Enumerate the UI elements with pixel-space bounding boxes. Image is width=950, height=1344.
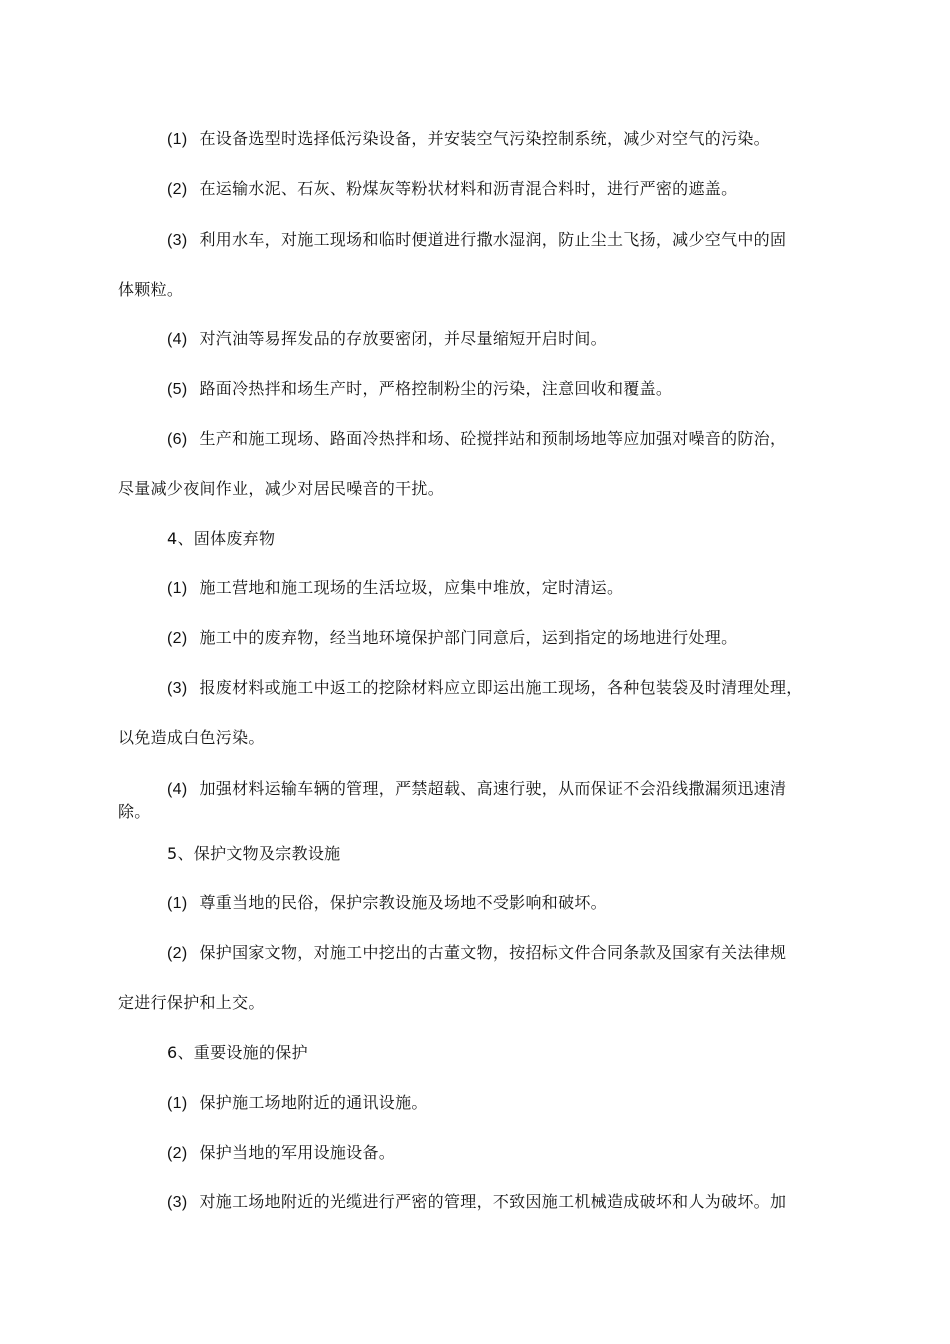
item-text: 保护国家文物，对施工中挖出的古董文物，按招标文件合同条款及国家有关法律规 [199, 943, 787, 962]
item-relics-2 [167, 943, 786, 964]
item-text: 加强材料运输车辆的管理，严禁超载、高速行驶，从而保证不会沿线撒漏须迅速清 [199, 779, 787, 798]
item-text: 定进行保护和上交。 [118, 993, 265, 1012]
item-text: 尊重当地的民俗，保护宗教设施及场地不受影响和破坏。 [199, 893, 607, 912]
item-number: (1) [167, 1095, 188, 1112]
item-waste-1 [167, 578, 623, 599]
item-text: 以免造成白色污染。 [118, 728, 265, 747]
item-waste-3 [167, 678, 803, 699]
item-text: 除。 [118, 802, 151, 821]
item-text: 在设备选型时选择低污染设备，并安装空气污染控制系统，减少对空气的污染。 [199, 129, 770, 148]
item-number: (2) [167, 630, 188, 647]
item-waste-4-continued [118, 802, 151, 822]
item-text: 利用水车，对施工现场和临时便道进行撒水湿润，防止尘土飞扬，减少空气中的固 [199, 230, 787, 249]
item-relics-2-continued [118, 993, 265, 1013]
item-number: (3) [167, 232, 188, 249]
item-text: 体颗粒。 [118, 280, 184, 299]
item-text: 尽量减少夜间作业，减少对居民噪音的干扰。 [118, 479, 445, 498]
section-heading-text: 4、固体废弃物 [167, 529, 276, 548]
item-text: 对施工场地附近的光缆进行严密的管理，不致因施工机械造成破坏和人为破坏。加 [199, 1192, 787, 1211]
item-text: 保护当地的军用设施设备。 [199, 1143, 396, 1162]
section-heading-cultural-relics [167, 844, 340, 864]
item-waste-2 [167, 628, 737, 649]
item-text: 报废材料或施工中返工的挖除材料应立即运出施工现场，各种包装袋及时清理处理， [199, 678, 803, 697]
item-air-6 [167, 429, 786, 450]
item-number: (5) [167, 381, 188, 398]
item-waste-3-continued [118, 728, 265, 748]
item-air-1 [167, 129, 770, 150]
item-number: (2) [167, 945, 188, 962]
item-number: (3) [167, 1194, 188, 1211]
item-text: 保护施工场地附近的通讯设施。 [199, 1093, 428, 1112]
item-facilities-3 [167, 1192, 786, 1213]
item-facilities-2 [167, 1143, 395, 1164]
item-facilities-1 [167, 1093, 428, 1114]
item-number: (1) [167, 895, 188, 912]
item-text: 对汽油等易挥发品的存放要密闭，并尽量缩短开启时间。 [199, 329, 607, 348]
item-text: 施工中的废弃物，经当地环境保护部门同意后，运到指定的场地进行处理。 [199, 628, 738, 647]
item-number: (1) [167, 131, 188, 148]
item-number: (4) [167, 781, 188, 798]
section-heading-solid-waste [167, 529, 275, 549]
item-text: 在运输水泥、石灰、粉煤灰等粉状材料和沥青混合料时，进行严密的遮盖。 [199, 179, 738, 198]
item-number: (1) [167, 580, 188, 597]
section-heading-important-facilities [167, 1043, 308, 1063]
item-air-3-continued [118, 280, 183, 300]
item-text: 生产和施工现场、路面冷热拌和场、砼搅拌站和预制场地等应加强对噪音的防治， [199, 429, 787, 448]
item-text: 路面冷热拌和场生产时，严格控制粉尘的污染，注意回收和覆盖。 [199, 379, 673, 398]
item-number: (4) [167, 331, 188, 348]
item-number: (3) [167, 680, 188, 697]
item-text: 施工营地和施工现场的生活垃圾，应集中堆放，定时清运。 [199, 578, 624, 597]
item-number: (6) [167, 431, 188, 448]
item-air-2 [167, 179, 737, 200]
item-air-4 [167, 329, 607, 350]
item-number: (2) [167, 181, 188, 198]
section-heading-text: 6、重要设施的保护 [167, 1043, 308, 1062]
item-air-5 [167, 379, 672, 400]
item-number: (2) [167, 1145, 188, 1162]
item-relics-1 [167, 893, 607, 914]
item-air-3 [167, 230, 786, 251]
item-air-6-continued [118, 479, 444, 499]
section-heading-text: 5、保护文物及宗教设施 [167, 844, 341, 863]
item-waste-4 [167, 779, 786, 800]
